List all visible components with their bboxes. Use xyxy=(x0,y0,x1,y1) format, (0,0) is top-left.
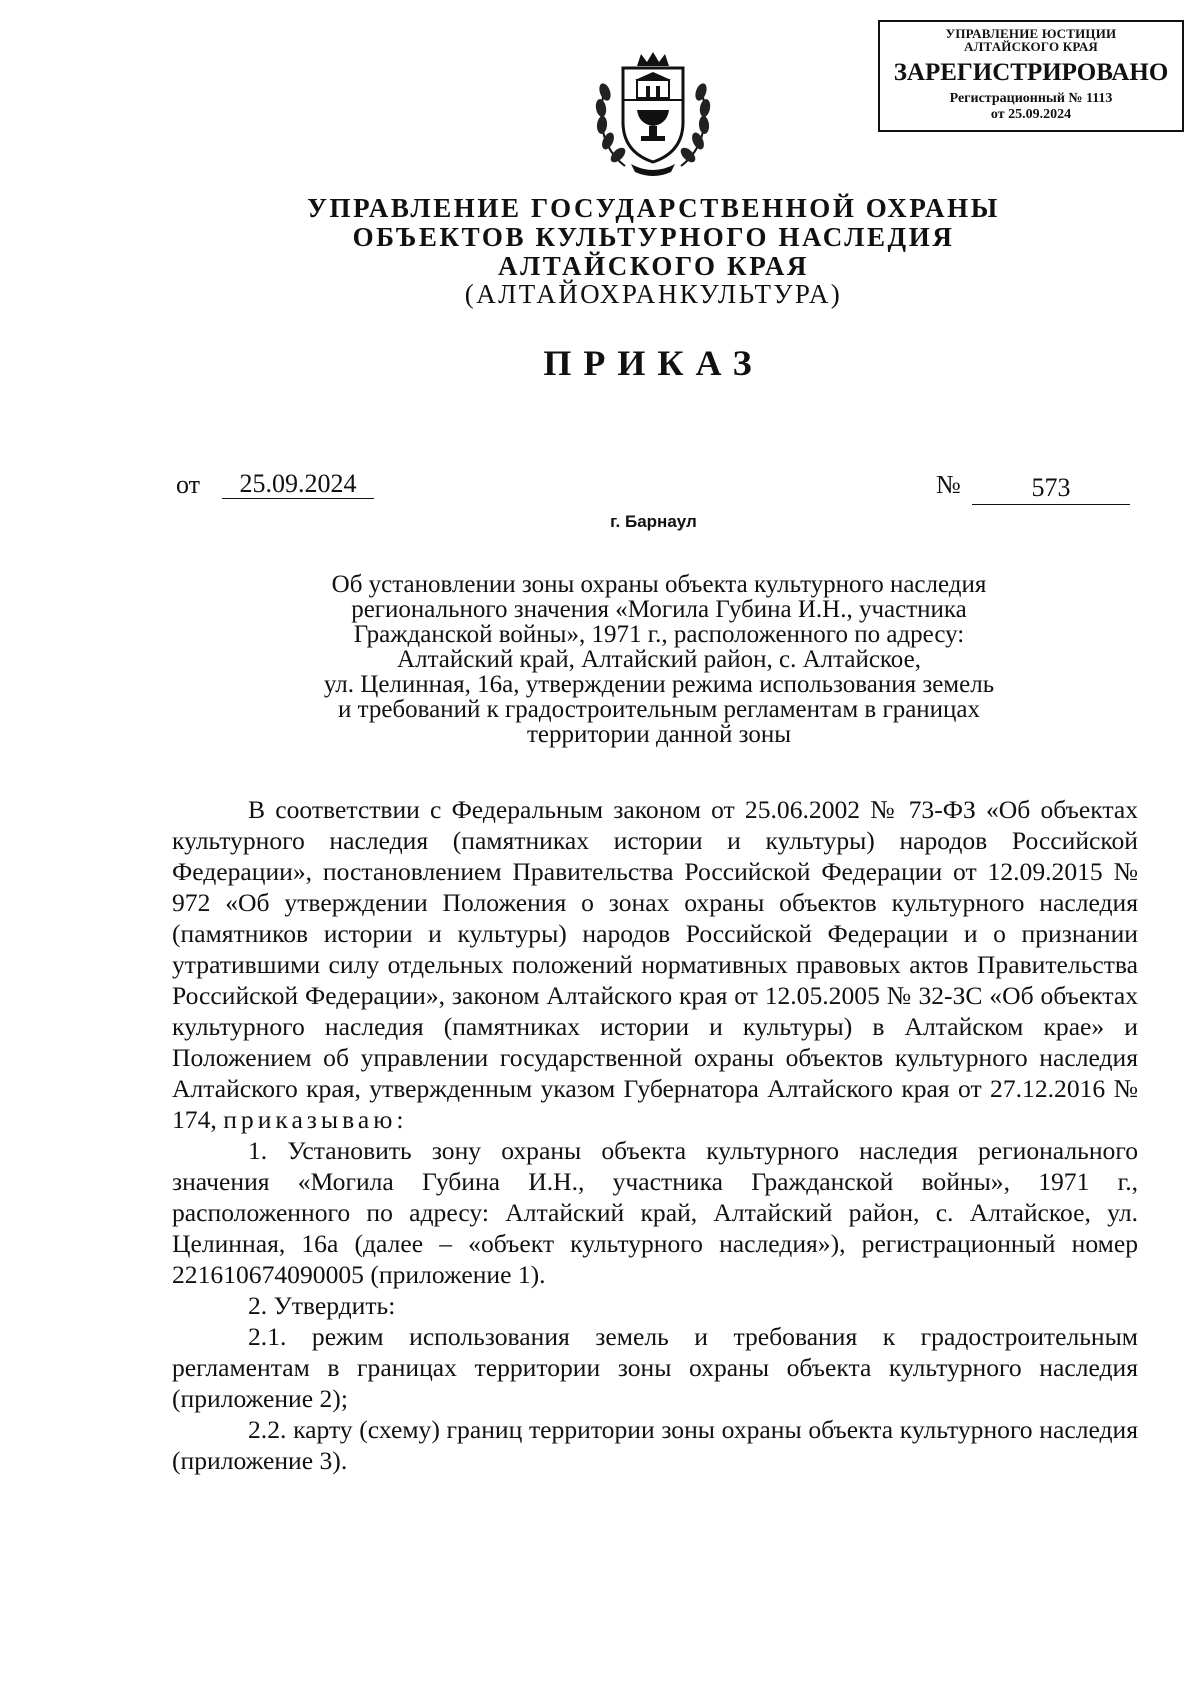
document-subject xyxy=(246,572,1072,747)
subject-line: ул. Целинная, 16а, утверждении режима использования земель xyxy=(323,671,995,698)
document-title: ПРИКАЗ xyxy=(543,343,764,383)
organization-name-line2: ОБЪЕКТОВ КУЛЬТУРНОГО НАСЛЕДИЯ xyxy=(352,222,955,252)
document-date: 25.09.2024 xyxy=(222,470,374,499)
organization-name-line1: УПРАВЛЕНИЕ ГОСУДАРСТВЕННОЙ ОХРАНЫ xyxy=(307,193,1000,223)
subject-line: территории данной зоны xyxy=(526,721,792,748)
stamp-org-line2: АЛТАЙСКОГО КРАЯ xyxy=(964,39,1098,54)
item-1: 1. Установить зону охраны объекта культурного наследия регионального значения «Могила Губина И.Н., участника Гражданской войны», 1971 г., расположенного по адресу: Алтайский край, Алтайский район, с. Алтайское, ул. Целинная, 16а (далее – «объект культурного наследия»), регистрационный номер 221610674090005 (приложение 1). xyxy=(172,1136,1138,1289)
city: г. Барнаул xyxy=(610,512,697,531)
stamp-reg-number: Регистрационный № 1113 xyxy=(949,91,1113,106)
stamp-org-line1: УПРАВЛЕНИЕ ЮСТИЦИИ xyxy=(945,26,1117,41)
preamble-paragraph xyxy=(172,794,1138,1135)
document-number: 573 xyxy=(972,472,1130,505)
subject-line: Гражданской войны», 1971 г., расположенного по адресу: xyxy=(353,621,965,648)
organization-abbreviation: (АЛТАЙОХРАНКУЛЬТУРА) xyxy=(464,279,843,309)
stamp-reg-date: от 25.09.2024 xyxy=(990,107,1072,122)
registration-stamp xyxy=(878,20,1184,132)
subject-line: регионального значения «Могила Губина И.Н., участника xyxy=(351,596,967,623)
order-word: приказываю: xyxy=(223,1105,408,1134)
subject-line: и требований к градостроительным регламентам в границах xyxy=(337,696,981,723)
item-2-1: 2.1. режим использования земель и требования к градостроительным регламентам в границах территории зоны охраны объекта культурного наследия (приложение 2); xyxy=(172,1322,1138,1413)
document-body xyxy=(172,794,1138,1476)
organization-name xyxy=(0,194,1200,281)
preamble-text: В соответствии с Федеральным законом от 25.06.2002 № 73-ФЗ «Об объектах культурного наследия (памятниках истории и культуры) народов Российской Федерации», постановлением Правительства Российской Федерации от 12.09.2015 № 972 «Об утверждении Положения о зонах охраны объектов культурного наследия (памятников истории и культуры) народов Российской Федерации и о признании утратившими силу отдельных положений нормативных правовых актов Правительства Российской Федерации», законом Алтайского края от 12.05.2005 № 32-ЗС «Об объектах культурного наследия (памятниках истории и культуры) в Алтайском крае» и Положением об управлении государственной охраны объектов культурного наследия Алтайского края, утвержденным указом Губернатора Алтайского края от 27.12.2016 № 174, xyxy=(172,795,1138,1134)
organization-name-line3: АЛТАЙСКОГО КРАЯ xyxy=(497,251,810,281)
date-label: от xyxy=(176,470,201,499)
item-2-2: 2.2. карту (схему) границ территории зоны охраны объекта культурного наследия (приложение 3). xyxy=(172,1415,1138,1475)
item-2: 2. Утвердить: xyxy=(248,1291,396,1320)
subject-line: Алтайский край, Алтайский район, с. Алтайское, xyxy=(397,646,921,673)
altai-krai-coat-of-arms-icon xyxy=(591,48,715,178)
number-label: № xyxy=(936,470,961,499)
stamp-status: ЗАРЕГИСТРИРОВАНО xyxy=(893,59,1169,86)
subject-line: Об установлении зоны охраны объекта культурного наследия xyxy=(331,571,987,598)
